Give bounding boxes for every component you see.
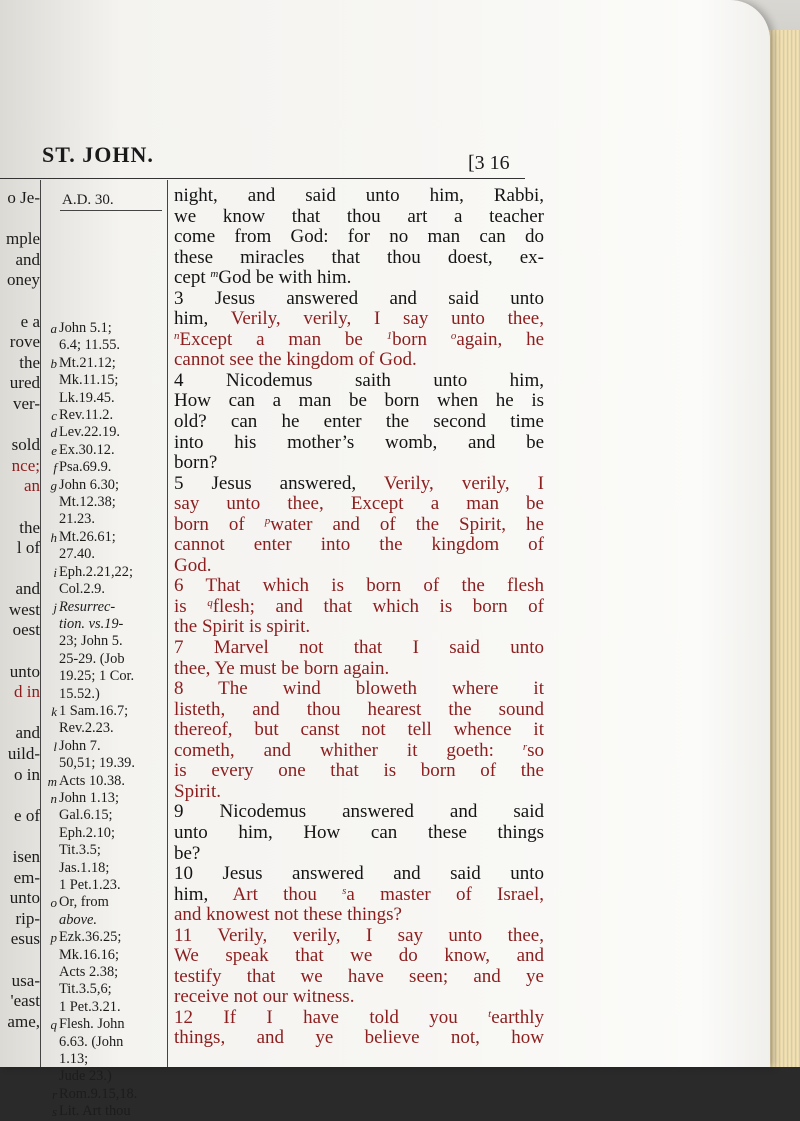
cross-reference: [46, 616, 166, 633]
cross-reference: [46, 1016, 166, 1033]
fragment-line: unto: [9, 661, 40, 681]
words-of-jesus: Spirit.: [174, 780, 221, 802]
cross-reference: [46, 355, 166, 372]
reference-key: [46, 616, 59, 633]
verse-line: [174, 905, 544, 926]
fragment-line: e a: [20, 311, 40, 331]
verse-line: [174, 371, 544, 392]
words-of-jesus: 6 That which is born of the flesh: [174, 575, 544, 597]
verse-line: [174, 885, 544, 906]
words-of-jesus: listeth, and thou hearest the sound: [174, 698, 544, 720]
cross-reference: [46, 424, 166, 441]
reference-key: [46, 1051, 59, 1068]
cross-reference: [46, 981, 166, 998]
reference-text: 1 Pet.1.23.: [59, 877, 121, 893]
footnote-marker: t: [488, 1007, 492, 1020]
verse-line: [174, 1028, 544, 1049]
cross-reference: [46, 651, 166, 668]
words-of-jesus: born: [392, 328, 451, 350]
cross-reference: [46, 564, 166, 581]
fragment-line: em-: [13, 867, 40, 887]
fragment-line: and: [15, 249, 40, 269]
reference-text: Ex.30.12.: [59, 441, 115, 458]
reference-text: 1 Sam.16.7;: [59, 702, 129, 719]
fragment-line: [0, 291, 40, 312]
words-of-jesus: We speak that we do know, and: [174, 945, 544, 967]
cross-references: [46, 320, 166, 1121]
fragment-line: an: [23, 476, 40, 496]
fragment-line: [0, 209, 40, 230]
reference-key: [46, 842, 59, 859]
words-of-jesus: so: [527, 739, 544, 761]
reference-text: Resurrec-: [59, 598, 116, 615]
verse-line: [174, 453, 544, 474]
fragment-line: [0, 559, 40, 580]
reference-key: p: [50, 930, 57, 946]
cross-reference: [46, 790, 166, 807]
words-of-jesus: is: [174, 595, 208, 617]
verse-text: him,: [174, 308, 231, 330]
reference-key: o: [50, 895, 57, 911]
cross-reference: [46, 1051, 166, 1068]
fragment-line: the: [19, 352, 40, 372]
verse-line: [174, 576, 544, 597]
fragment-line: usa-: [11, 970, 40, 990]
words-of-jesus: cannot see the kingdom of God.: [174, 349, 417, 371]
verse-text: come from God: for no man can do: [174, 226, 544, 248]
reference-text: Jude 23.): [59, 1068, 112, 1085]
fragment-line: west: [8, 599, 40, 619]
cross-reference: [46, 720, 166, 737]
verse-text: into his mother’s womb, and be: [174, 431, 544, 453]
cross-reference: [46, 894, 166, 911]
words-of-jesus: say unto thee, Except a man be: [174, 493, 544, 515]
header-rule: [0, 178, 525, 179]
fragment-line: mple: [6, 229, 40, 249]
verse-line: [174, 391, 544, 412]
cross-reference: [46, 825, 166, 842]
verse-text: born?: [174, 452, 218, 474]
reference-text: Mt.12.38;: [59, 494, 116, 511]
fragment-line: rove: [9, 332, 40, 352]
fragment-line: [0, 415, 40, 436]
verse-text: God be with him.: [218, 267, 352, 289]
verse-line: [174, 864, 544, 885]
reference-key: [46, 390, 59, 407]
fragment-line: [0, 950, 40, 971]
cross-reference: [46, 807, 166, 824]
verse-text: night, and said unto him, Rabbi,: [174, 185, 544, 206]
words-of-jesus: a master of Israel,: [346, 883, 544, 905]
verse-text: old? can he enter the second time: [174, 411, 544, 433]
verse-line: [174, 926, 544, 947]
verse-text: 10 Jesus answered and said unto: [174, 863, 544, 885]
verse-line: [174, 1008, 544, 1029]
words-of-jesus: born of: [174, 513, 265, 535]
cross-reference: [46, 668, 166, 685]
cross-reference: [46, 320, 166, 337]
fragment-line: esus: [10, 929, 40, 949]
cross-reference: [46, 929, 166, 946]
verse-text: these miracles that thou doest, ex-: [174, 246, 544, 268]
reference-text: 50,51; 19.39.: [59, 755, 135, 772]
words-of-jesus: things, and ye believe not, how: [174, 1027, 544, 1049]
reference-key: [46, 1068, 59, 1085]
reference-key: q: [50, 1017, 57, 1033]
words-of-jesus: Art thou: [232, 883, 343, 905]
words-of-jesus: 7 Marvel not that I said unto: [174, 637, 544, 659]
verse-line: [174, 309, 544, 330]
fragment-line: oest: [12, 620, 40, 640]
reference-key: [46, 372, 59, 389]
reference-key: [46, 755, 59, 772]
footnote-marker: 1: [386, 329, 393, 342]
reference-key: [46, 825, 59, 842]
cross-reference: [46, 529, 166, 546]
cross-reference: [46, 511, 166, 528]
cross-reference: [46, 755, 166, 772]
reference-key: i: [53, 564, 57, 580]
cross-reference: [46, 1068, 166, 1085]
reference-text: Mt.21.12;: [59, 354, 116, 371]
reference-key: [46, 964, 59, 981]
footnote-marker: o: [450, 329, 457, 342]
verse-line: [174, 515, 544, 536]
reference-text: Acts 10.38.: [59, 772, 125, 789]
reference-text: Lev.22.19.: [59, 424, 121, 441]
cross-reference: [46, 581, 166, 598]
fragment-line: rip-: [15, 908, 40, 928]
reference-key: [46, 546, 59, 563]
chapter-verse-ref: [3 16: [468, 152, 510, 174]
reference-key: [46, 947, 59, 964]
words-of-jesus: Verily, verily, I: [383, 472, 544, 494]
reference-text: Flesh. John: [59, 1016, 125, 1033]
verse-line: [174, 186, 544, 207]
verse-line: [174, 248, 544, 269]
reference-text: John 1.13;: [59, 789, 119, 806]
fragment-line: [0, 826, 40, 847]
reference-text: Mk.11.15;: [59, 372, 119, 389]
reference-text: Rom.9.15,18.: [59, 1085, 138, 1102]
words-of-jesus: receive not our witness.: [174, 986, 355, 1008]
column-rule: [40, 180, 41, 1067]
fragment-line: [0, 785, 40, 806]
reference-text: Psa.69.9.: [59, 459, 112, 476]
verse-line: [174, 617, 544, 638]
scripture-column: [174, 186, 544, 1049]
cross-reference: [46, 477, 166, 494]
verse-line: [174, 638, 544, 659]
verse-line: [174, 802, 544, 823]
verse-line: [174, 227, 544, 248]
verse-line: [174, 433, 544, 454]
verse-line: [174, 289, 544, 310]
cross-reference: [46, 773, 166, 790]
cross-reference: [46, 599, 166, 616]
verse-line: [174, 679, 544, 700]
verse-text: 5 Jesus answered,: [174, 472, 384, 494]
reference-text: Tit.3.5,6;: [59, 981, 112, 998]
fragment-line: ured: [9, 373, 40, 393]
verse-line: [174, 844, 544, 865]
cross-reference: [46, 337, 166, 354]
words-of-jesus: 11 Verily, verily, I say unto thee,: [174, 924, 544, 946]
reference-key: [46, 581, 59, 598]
era-rule: [60, 210, 162, 211]
reference-key: n: [50, 790, 57, 806]
reference-key: e: [51, 442, 57, 458]
reference-text: 1 Pet.3.21.: [59, 998, 121, 1015]
reference-text: Eph.2.10;: [59, 824, 115, 841]
reference-key: m: [47, 773, 57, 789]
cross-reference: [46, 1086, 166, 1103]
cross-reference: [46, 999, 166, 1016]
words-of-jesus: 12 If I have told you: [174, 1006, 489, 1028]
reference-text: 15.52.): [59, 685, 100, 702]
reference-key: [46, 1034, 59, 1051]
verse-line: [174, 700, 544, 721]
reference-key: [46, 981, 59, 998]
reference-text: 27.40.: [59, 546, 95, 563]
words-of-jesus: Except a man be: [179, 328, 387, 350]
cross-reference: [46, 1034, 166, 1051]
fragment-line: e of: [14, 805, 40, 825]
words-of-jesus: thee, Ye must be born again.: [174, 657, 390, 679]
fragment-line: nce;: [11, 455, 40, 475]
era-label: A.D. 30.: [62, 192, 114, 208]
verse-line: [174, 412, 544, 433]
reference-text: 23; John 5.: [59, 633, 123, 650]
cross-reference: [46, 372, 166, 389]
cross-reference: [46, 964, 166, 981]
reference-key: [46, 494, 59, 511]
reference-text: tion. vs.19-: [59, 615, 124, 632]
reference-text: Mk.16.16;: [59, 946, 119, 963]
cross-reference: [46, 738, 166, 755]
verse-text: we know that thou art a teacher: [174, 205, 544, 227]
words-of-jesus: flesh; and that which is born of: [212, 595, 544, 617]
verse-line: [174, 659, 544, 680]
reference-text: Lk.19.45.: [59, 389, 115, 406]
verse-text: How can a man be born when he is: [174, 390, 544, 412]
fragment-line: l of: [16, 538, 40, 558]
reference-key: k: [51, 703, 57, 719]
words-of-jesus: water and of the Spirit, he: [270, 513, 544, 535]
verse-line: [174, 741, 544, 762]
reference-text: 19.25; 1 Cor.: [59, 668, 135, 685]
reference-text: Rev.11.2.: [59, 407, 114, 424]
cross-reference: [46, 407, 166, 424]
footnote-marker: p: [264, 514, 271, 527]
verse-text: 9 Nicodemus answered and said: [174, 801, 544, 823]
reference-key: [46, 807, 59, 824]
reference-key: [46, 877, 59, 894]
verse-text: him,: [174, 883, 233, 905]
reference-text: Lit. Art thou: [59, 1103, 131, 1120]
verse-text: 4 Nicodemus saith unto him,: [174, 369, 544, 391]
reference-key: h: [50, 529, 57, 545]
reference-key: [46, 686, 59, 703]
reference-text: 6.63. (John: [59, 1033, 124, 1050]
footnote-marker: m: [210, 268, 219, 281]
reference-key: b: [50, 355, 57, 371]
reference-text: Jas.1.18;: [59, 859, 110, 876]
cross-reference: [46, 546, 166, 563]
verse-line: [174, 823, 544, 844]
footnote-marker: r: [522, 740, 528, 753]
reference-text: Rev.2.23.: [59, 720, 114, 737]
reference-text: Or, from: [59, 894, 109, 911]
column-rule: [167, 180, 168, 1067]
fragment-line: and: [15, 579, 40, 599]
reference-text: Col.2.9.: [59, 581, 105, 598]
cross-reference: [46, 842, 166, 859]
cross-reference: [46, 686, 166, 703]
verse-text: unto him, How can these things: [174, 821, 544, 843]
verse-line: [174, 350, 544, 371]
reference-key: j: [53, 599, 57, 615]
reference-text: 21.23.: [59, 511, 95, 528]
cross-reference: [46, 947, 166, 964]
fragment-line: ame,: [7, 1011, 40, 1031]
reference-key: g: [50, 477, 57, 493]
cross-reference: [46, 912, 166, 929]
verse-line: [174, 207, 544, 228]
fragment-line: the: [19, 517, 40, 537]
reference-key: c: [51, 408, 57, 424]
reference-key: l: [53, 738, 57, 754]
verse-line: [174, 474, 544, 495]
verse-line: [174, 720, 544, 741]
verse-text: cept: [174, 267, 211, 289]
reference-key: [46, 633, 59, 650]
words-of-jesus: 8 The wind bloweth where it: [174, 678, 544, 700]
cross-reference: [46, 442, 166, 459]
words-of-jesus: the Spirit is spirit.: [174, 616, 311, 638]
verse-line: [174, 761, 544, 782]
fragment-line: isen: [12, 847, 40, 866]
footnote-marker: q: [207, 596, 213, 609]
verse-line: [174, 946, 544, 967]
words-of-jesus: Verily, verily, I say unto thee,: [230, 308, 544, 330]
reference-text: Gal.6.15;: [59, 807, 113, 824]
verse-line: [174, 556, 544, 577]
words-of-jesus: cannot enter into the kingdom of: [174, 534, 544, 556]
words-of-jesus: is every one that is born of the: [174, 760, 544, 782]
cross-reference: [46, 1103, 166, 1120]
verse-text: be?: [174, 842, 201, 864]
fragment-line: oney: [6, 270, 40, 290]
verse-line: [174, 330, 544, 351]
reference-text: John 6.30;: [59, 476, 119, 493]
words-of-jesus: cometh, and whither it goeth:: [174, 739, 523, 761]
reference-key: a: [50, 321, 57, 336]
cross-reference: [46, 494, 166, 511]
footnote-marker: s: [342, 884, 347, 897]
reference-text: Tit.3.5;: [59, 842, 101, 859]
verse-line: [174, 967, 544, 988]
reference-key: [46, 668, 59, 685]
fragment-line: 'east: [10, 991, 40, 1011]
cross-reference: [46, 390, 166, 407]
reference-text: Mt.26.61;: [59, 528, 116, 545]
verse-line: [174, 987, 544, 1008]
fragment-line: unto: [9, 888, 40, 908]
reference-text: 25-29. (Job: [59, 650, 125, 667]
verse-line: [174, 597, 544, 618]
words-of-jesus: earthly: [491, 1006, 544, 1028]
running-head: ST. JOHN.: [42, 142, 154, 167]
reference-text: Ezk.36.25;: [59, 929, 122, 946]
cross-reference: [46, 877, 166, 894]
reference-key: [46, 720, 59, 737]
fragment-line: d in: [14, 682, 40, 702]
cross-reference: [46, 860, 166, 877]
reference-text: above.: [59, 911, 97, 928]
reference-key: s: [51, 1104, 57, 1120]
reference-text: Eph.2.21,22;: [59, 563, 133, 580]
reference-key: d: [50, 425, 57, 441]
verse-line: [174, 268, 544, 289]
words-of-jesus: God.: [174, 554, 212, 576]
reference-key: r: [51, 1086, 57, 1102]
fragment-line: uild-: [7, 744, 40, 764]
reference-text: 6.4; 11.55.: [59, 337, 121, 354]
reference-text: Acts 2.38;: [59, 964, 119, 981]
fragment-line: [0, 497, 40, 518]
reference-key: [46, 511, 59, 528]
verse-text: 3 Jesus answered and said unto: [174, 287, 544, 309]
verse-line: [174, 782, 544, 803]
reference-key: [46, 337, 59, 354]
cross-reference: [46, 633, 166, 650]
fragment-line: and: [15, 723, 40, 743]
cross-reference: [46, 459, 166, 476]
fragment-line: [0, 703, 40, 724]
words-of-jesus: again, he: [456, 328, 545, 350]
cross-reference: [46, 703, 166, 720]
verse-line: [174, 535, 544, 556]
fragment-line: o Je-: [7, 188, 40, 207]
words-of-jesus: thereof, but canst not tell whence it: [174, 719, 544, 741]
fragment-line: [0, 641, 40, 662]
reference-key: [46, 651, 59, 668]
footnote-marker: n: [174, 329, 180, 342]
reference-text: John 5.1;: [59, 320, 112, 336]
reference-key: [46, 999, 59, 1016]
fragment-line: o in: [14, 764, 40, 784]
previous-column-fragments: [0, 188, 40, 1032]
reference-key: [46, 912, 59, 929]
reference-key: [46, 860, 59, 877]
reference-text: John 7.: [59, 737, 101, 754]
reference-key: f: [53, 460, 57, 476]
verse-line: [174, 494, 544, 515]
reference-text: 1.13;: [59, 1051, 89, 1068]
words-of-jesus: and knowest not these things?: [174, 904, 402, 926]
fragment-line: sold: [11, 435, 40, 455]
words-of-jesus: testify that we have seen; and ye: [174, 965, 544, 987]
fragment-line: ver-: [12, 393, 40, 413]
